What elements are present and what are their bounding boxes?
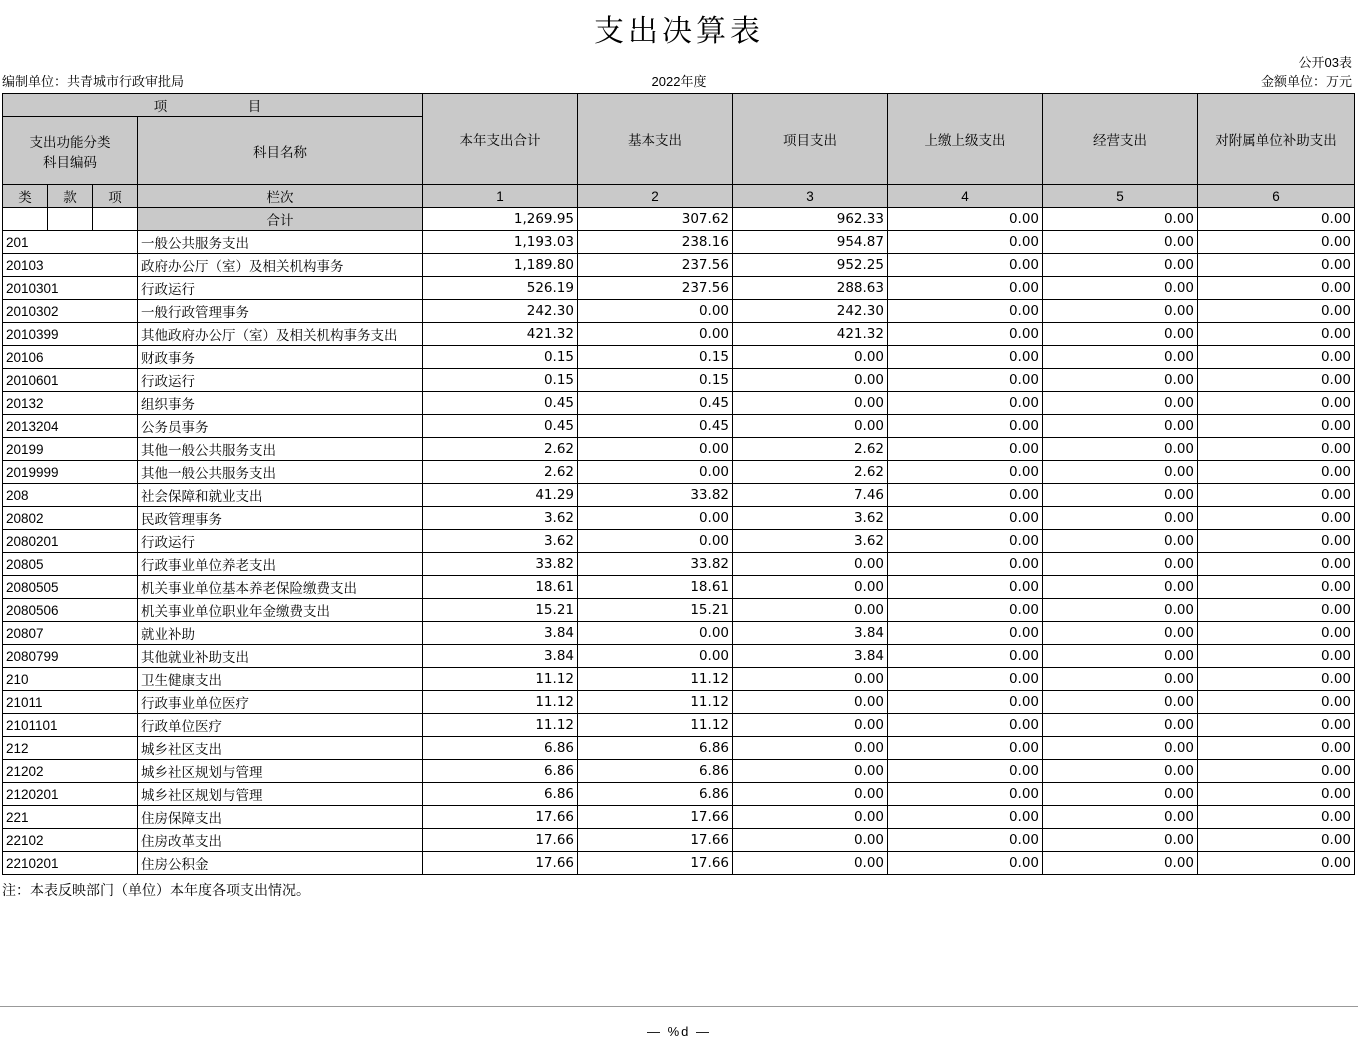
row-value-4: 0.00 [888,737,1043,760]
row-value-1: 2.62 [423,461,578,484]
row-value-2: 33.82 [578,484,733,507]
row-value-6: 0.00 [1198,576,1355,599]
row-value-2: 18.61 [578,576,733,599]
header-rank-4: 4 [888,185,1043,208]
row-code: 2019999 [3,461,138,484]
header-rank-6: 6 [1198,185,1355,208]
row-value-1: 17.66 [423,829,578,852]
row-subject-name: 城乡社区支出 [138,737,423,760]
table-body [3,231,1355,875]
row-value-2: 237.56 [578,277,733,300]
table-row [3,323,1355,346]
row-value-2: 0.45 [578,415,733,438]
row-value-5: 0.00 [1043,277,1198,300]
row-value-2: 238.16 [578,231,733,254]
row-value-2: 237.56 [578,254,733,277]
row-code: 212 [3,737,138,760]
row-value-1: 421.32 [423,323,578,346]
row-value-5: 0.00 [1043,737,1198,760]
row-value-6: 0.00 [1198,783,1355,806]
row-value-6: 0.00 [1198,507,1355,530]
table-row [3,346,1355,369]
row-value-4: 0.00 [888,553,1043,576]
row-code: 20199 [3,438,138,461]
row-value-1: 242.30 [423,300,578,323]
row-value-5: 0.00 [1043,369,1198,392]
header-code-section: 款 [48,185,93,208]
row-value-6: 0.00 [1198,461,1355,484]
row-value-1: 6.86 [423,760,578,783]
header-rank-label: 栏次 [138,185,423,208]
row-value-3: 0.00 [733,737,888,760]
header-col-4: 上缴上级支出 [888,94,1043,185]
row-value-4: 0.00 [888,415,1043,438]
compiling-unit: 编制单位：共青城市行政审批局 [2,74,185,89]
row-value-1: 11.12 [423,691,578,714]
table-row [3,668,1355,691]
row-value-4: 0.00 [888,392,1043,415]
row-value-2: 11.12 [578,714,733,737]
row-value-5: 0.00 [1043,714,1198,737]
row-value-2: 0.00 [578,461,733,484]
row-value-3: 0.00 [733,691,888,714]
row-value-6: 0.00 [1198,599,1355,622]
row-value-4: 0.00 [888,622,1043,645]
row-value-5: 0.00 [1043,806,1198,829]
row-value-5: 0.00 [1043,507,1198,530]
row-value-3: 7.46 [733,484,888,507]
table-row [3,530,1355,553]
header-rank-1: 1 [423,185,578,208]
row-code: 2120201 [3,783,138,806]
row-value-6: 0.00 [1198,760,1355,783]
row-value-1: 3.84 [423,645,578,668]
header-col-6: 对附属单位补助支出 [1198,94,1355,185]
row-value-2: 6.86 [578,783,733,806]
row-value-2: 0.00 [578,438,733,461]
row-code: 20106 [3,346,138,369]
row-value-1: 11.12 [423,714,578,737]
header-rank-3: 3 [733,185,888,208]
row-subject-name: 住房保障支出 [138,806,423,829]
row-value-3: 3.62 [733,530,888,553]
row-code: 22102 [3,829,138,852]
row-code: 2080799 [3,645,138,668]
row-value-6: 0.00 [1198,553,1355,576]
row-value-1: 0.45 [423,415,578,438]
row-subject-name: 卫生健康支出 [138,668,423,691]
row-code: 2010302 [3,300,138,323]
row-subject-name: 政府办公厅（室）及相关机构事务 [138,254,423,277]
row-value-4: 0.00 [888,806,1043,829]
header-rank-5: 5 [1043,185,1198,208]
row-value-3: 0.00 [733,346,888,369]
row-value-2: 6.86 [578,737,733,760]
header-col-3: 项目支出 [733,94,888,185]
total-value-4: 0.00 [888,208,1043,231]
row-code: 20132 [3,392,138,415]
row-value-5: 0.00 [1043,415,1198,438]
row-code: 20103 [3,254,138,277]
row-value-6: 0.00 [1198,277,1355,300]
row-value-4: 0.00 [888,300,1043,323]
row-value-5: 0.00 [1043,300,1198,323]
row-value-1: 526.19 [423,277,578,300]
row-value-5: 0.00 [1043,438,1198,461]
row-value-5: 0.00 [1043,346,1198,369]
row-subject-name: 行政事业单位养老支出 [138,553,423,576]
row-value-5: 0.00 [1043,576,1198,599]
row-value-1: 11.12 [423,668,578,691]
row-value-5: 0.00 [1043,392,1198,415]
row-subject-name: 行政事业单位医疗 [138,691,423,714]
row-value-6: 0.00 [1198,415,1355,438]
row-value-3: 954.87 [733,231,888,254]
row-value-2: 33.82 [578,553,733,576]
table-row [3,576,1355,599]
row-value-6: 0.00 [1198,645,1355,668]
row-value-1: 18.61 [423,576,578,599]
row-value-1: 41.29 [423,484,578,507]
row-value-4: 0.00 [888,346,1043,369]
header-col-1: 本年支出合计 [423,94,578,185]
row-value-5: 0.00 [1043,254,1198,277]
row-value-2: 17.66 [578,852,733,875]
row-value-1: 1,189.80 [423,254,578,277]
row-subject-name: 其他政府办公厅（室）及相关机构事务支出 [138,323,423,346]
row-value-5: 0.00 [1043,829,1198,852]
row-value-1: 3.62 [423,507,578,530]
row-value-2: 0.15 [578,369,733,392]
total-value-6: 0.00 [1198,208,1355,231]
row-value-3: 0.00 [733,714,888,737]
row-value-4: 0.00 [888,691,1043,714]
row-value-5: 0.00 [1043,461,1198,484]
row-value-5: 0.00 [1043,691,1198,714]
row-value-6: 0.00 [1198,622,1355,645]
row-value-2: 11.12 [578,691,733,714]
table-row [3,553,1355,576]
row-subject-name: 行政运行 [138,530,423,553]
row-subject-name: 住房改革支出 [138,829,423,852]
row-subject-name: 民政管理事务 [138,507,423,530]
row-value-3: 0.00 [733,852,888,875]
total-code-section [48,208,93,231]
meta-row [0,71,1358,93]
row-value-4: 0.00 [888,760,1043,783]
row-value-6: 0.00 [1198,438,1355,461]
row-subject-name: 行政单位医疗 [138,714,423,737]
row-value-4: 0.00 [888,231,1043,254]
row-value-5: 0.00 [1043,622,1198,645]
total-code-class [3,208,48,231]
total-code-item [93,208,138,231]
fiscal-year: 2022年度 [651,74,707,89]
row-subject-name: 一般行政管理事务 [138,300,423,323]
row-value-4: 0.00 [888,645,1043,668]
row-value-1: 17.66 [423,806,578,829]
row-subject-name: 其他就业补助支出 [138,645,423,668]
row-subject-name: 行政运行 [138,369,423,392]
row-value-1: 2.62 [423,438,578,461]
row-subject-name: 行政运行 [138,277,423,300]
page-footer: — %d — [646,1024,711,1039]
header-rank-2: 2 [578,185,733,208]
footer-divider [0,1006,1358,1007]
table-row [3,507,1355,530]
table-row [3,254,1355,277]
table-row [3,852,1355,875]
row-value-1: 15.21 [423,599,578,622]
row-code: 2010601 [3,369,138,392]
row-subject-name: 组织事务 [138,392,423,415]
table-row [3,392,1355,415]
row-code: 21011 [3,691,138,714]
row-value-2: 0.45 [578,392,733,415]
table-row [3,484,1355,507]
row-value-3: 0.00 [733,760,888,783]
total-value-1: 1,269.95 [423,208,578,231]
row-value-2: 0.00 [578,622,733,645]
form-number: 公开03表 [1298,55,1352,70]
table-row [3,760,1355,783]
total-value-5: 0.00 [1043,208,1198,231]
row-value-3: 288.63 [733,277,888,300]
total-row [3,208,1355,231]
row-code: 210 [3,668,138,691]
row-value-2: 0.00 [578,507,733,530]
row-value-6: 0.00 [1198,530,1355,553]
row-value-4: 0.00 [888,438,1043,461]
row-value-2: 0.00 [578,300,733,323]
table-note: 注：本表反映部门（单位）本年度各项支出情况。 [2,882,310,898]
total-value-3: 962.33 [733,208,888,231]
total-value-2: 307.62 [578,208,733,231]
row-value-1: 6.86 [423,737,578,760]
row-subject-name: 一般公共服务支出 [138,231,423,254]
row-code: 2010301 [3,277,138,300]
header-code-item: 项 [93,185,138,208]
row-value-4: 0.00 [888,277,1043,300]
table-row [3,691,1355,714]
row-value-1: 3.84 [423,622,578,645]
row-value-5: 0.00 [1043,760,1198,783]
row-value-6: 0.00 [1198,369,1355,392]
row-value-6: 0.00 [1198,691,1355,714]
table-row [3,829,1355,852]
row-subject-name: 社会保障和就业支出 [138,484,423,507]
row-subject-name: 住房公积金 [138,852,423,875]
row-value-3: 0.00 [733,553,888,576]
row-value-1: 33.82 [423,553,578,576]
row-subject-name: 公务员事务 [138,415,423,438]
row-value-4: 0.00 [888,484,1043,507]
row-code: 2080201 [3,530,138,553]
row-code: 201 [3,231,138,254]
row-value-2: 15.21 [578,599,733,622]
row-code: 20802 [3,507,138,530]
row-code: 2210201 [3,852,138,875]
row-subject-name: 其他一般公共服务支出 [138,438,423,461]
row-value-5: 0.00 [1043,599,1198,622]
page-title: 支出决算表 [594,14,764,49]
header-code-class: 类 [3,185,48,208]
row-value-2: 11.12 [578,668,733,691]
table-row [3,622,1355,645]
table-row [3,369,1355,392]
row-value-5: 0.00 [1043,852,1198,875]
row-value-4: 0.00 [888,599,1043,622]
row-subject-name: 机关事业单位基本养老保险缴费支出 [138,576,423,599]
row-value-1: 0.45 [423,392,578,415]
header-item-group: 项 目 [3,94,423,117]
row-value-1: 0.15 [423,346,578,369]
table-row [3,231,1355,254]
row-value-6: 0.00 [1198,484,1355,507]
row-subject-name: 就业补助 [138,622,423,645]
row-value-3: 0.00 [733,392,888,415]
row-value-2: 0.00 [578,530,733,553]
row-code: 21202 [3,760,138,783]
expenditure-table [2,93,1355,875]
row-code: 2080506 [3,599,138,622]
row-subject-name: 财政事务 [138,346,423,369]
table-row [3,415,1355,438]
row-code: 2013204 [3,415,138,438]
row-value-3: 2.62 [733,461,888,484]
row-value-5: 0.00 [1043,231,1198,254]
row-value-3: 0.00 [733,668,888,691]
row-value-4: 0.00 [888,783,1043,806]
row-value-3: 3.84 [733,622,888,645]
row-value-6: 0.00 [1198,392,1355,415]
row-value-6: 0.00 [1198,323,1355,346]
row-subject-name: 其他一般公共服务支出 [138,461,423,484]
header-col-2: 基本支出 [578,94,733,185]
row-value-4: 0.00 [888,323,1043,346]
row-value-6: 0.00 [1198,254,1355,277]
row-value-6: 0.00 [1198,714,1355,737]
row-value-6: 0.00 [1198,806,1355,829]
row-code: 2101101 [3,714,138,737]
row-value-5: 0.00 [1043,783,1198,806]
row-value-5: 0.00 [1043,530,1198,553]
row-subject-name: 城乡社区规划与管理 [138,760,423,783]
row-value-3: 0.00 [733,829,888,852]
row-value-1: 1,193.03 [423,231,578,254]
row-value-6: 0.00 [1198,231,1355,254]
row-value-3: 2.62 [733,438,888,461]
table-row [3,714,1355,737]
row-value-3: 952.25 [733,254,888,277]
header-code-group: 支出功能分类 科目编码 [3,117,138,185]
row-value-2: 0.00 [578,323,733,346]
row-value-5: 0.00 [1043,553,1198,576]
row-value-6: 0.00 [1198,300,1355,323]
row-value-2: 17.66 [578,829,733,852]
row-value-2: 0.00 [578,645,733,668]
row-code: 20805 [3,553,138,576]
row-value-1: 6.86 [423,783,578,806]
table-row [3,300,1355,323]
row-value-3: 3.84 [733,645,888,668]
row-value-5: 0.00 [1043,484,1198,507]
header-row-1 [3,94,1355,117]
row-value-2: 6.86 [578,760,733,783]
row-subject-name: 机关事业单位职业年金缴费支出 [138,599,423,622]
row-value-3: 242.30 [733,300,888,323]
row-subject-name: 城乡社区规划与管理 [138,783,423,806]
row-value-6: 0.00 [1198,346,1355,369]
table-row [3,599,1355,622]
row-value-6: 0.00 [1198,668,1355,691]
row-value-2: 17.66 [578,806,733,829]
row-value-4: 0.00 [888,668,1043,691]
table-row [3,645,1355,668]
header-row-3 [3,185,1355,208]
row-value-3: 0.00 [733,576,888,599]
row-value-2: 0.15 [578,346,733,369]
form-number-line [0,52,1358,71]
row-value-4: 0.00 [888,829,1043,852]
row-value-6: 0.00 [1198,737,1355,760]
row-code: 221 [3,806,138,829]
row-code: 2010399 [3,323,138,346]
row-value-4: 0.00 [888,507,1043,530]
row-value-5: 0.00 [1043,323,1198,346]
row-value-3: 0.00 [733,599,888,622]
row-value-3: 0.00 [733,783,888,806]
table-row [3,277,1355,300]
row-value-3: 0.00 [733,415,888,438]
total-label: 合计 [138,208,423,231]
row-code: 208 [3,484,138,507]
row-value-1: 0.15 [423,369,578,392]
table-row [3,806,1355,829]
table-row [3,783,1355,806]
row-value-4: 0.00 [888,852,1043,875]
row-value-3: 3.62 [733,507,888,530]
row-code: 20807 [3,622,138,645]
row-value-4: 0.00 [888,461,1043,484]
row-value-4: 0.00 [888,530,1043,553]
row-value-1: 3.62 [423,530,578,553]
row-value-6: 0.00 [1198,829,1355,852]
row-value-3: 0.00 [733,369,888,392]
header-col-5: 经营支出 [1043,94,1198,185]
table-row [3,461,1355,484]
table-row [3,737,1355,760]
row-value-1: 17.66 [423,852,578,875]
row-value-3: 0.00 [733,806,888,829]
amount-unit: 金额单位：万元 [1260,74,1352,89]
row-value-6: 0.00 [1198,852,1355,875]
header-subject-name: 科目名称 [138,117,423,185]
row-value-4: 0.00 [888,369,1043,392]
row-value-5: 0.00 [1043,668,1198,691]
row-code: 2080505 [3,576,138,599]
row-value-4: 0.00 [888,714,1043,737]
table-row [3,438,1355,461]
row-value-4: 0.00 [888,254,1043,277]
row-value-3: 421.32 [733,323,888,346]
row-value-4: 0.00 [888,576,1043,599]
row-value-5: 0.00 [1043,645,1198,668]
